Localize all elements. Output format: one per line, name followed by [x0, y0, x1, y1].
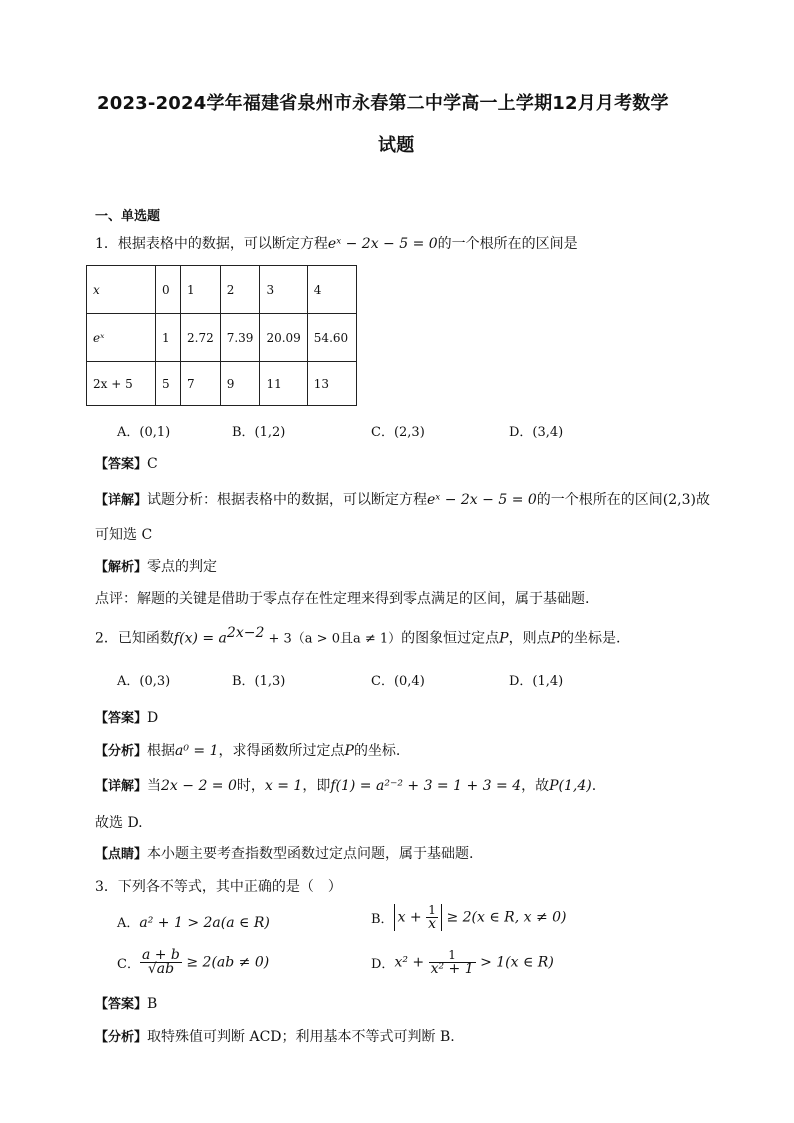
q3-option-c-fraction — [140, 949, 182, 976]
q3-option-b — [371, 904, 567, 931]
answer-value: D — [147, 710, 159, 726]
q1-analysis — [95, 558, 217, 577]
q2-detail-e: . — [591, 778, 597, 794]
option-label: D． — [371, 957, 395, 972]
q3-analysis — [95, 1028, 455, 1047]
analysis-tag: 【分析】 — [95, 744, 148, 759]
q2-point-ref: P — [550, 630, 560, 647]
document-title-line2: 试题 — [378, 135, 415, 156]
q1-comment: 点评：解题的关键是借助于零点存在性定理来得到零点满足的区间，属于基础题. — [95, 591, 590, 607]
table-row — [87, 362, 357, 406]
q1-detail — [95, 491, 710, 510]
q2-analysis-math: a⁰ = 1 — [175, 743, 219, 759]
q2-detail-b: 时， — [236, 778, 265, 794]
q3-analysis-text: 取特殊值可判断 ACD；利用基本不等式可判断 B. — [147, 1029, 455, 1045]
table-cell: 3 — [260, 266, 307, 314]
q3-option-a — [117, 912, 270, 931]
q1-analysis-text: 零点的判定 — [147, 559, 218, 575]
table-cell: 1 — [181, 266, 221, 314]
fraction-denominator: x — [428, 916, 436, 932]
q3-option-d-post: > 1(x ∈ R) — [475, 954, 554, 971]
table-cell: 54.60 — [307, 314, 356, 362]
table-cell: 2 — [220, 266, 260, 314]
answer-tag: 【答案】 — [95, 997, 148, 1012]
q2-point: P — [499, 630, 509, 647]
q3-option-d-pre: x² + — [394, 954, 429, 971]
fraction-denominator: √ab — [147, 961, 175, 977]
table-cell: 13 — [307, 362, 356, 406]
table-cell: 20.09 — [260, 314, 307, 362]
q3-option-b-post: ≥ 2(x ∈ R, x ≠ 0) — [442, 909, 567, 926]
q3-option-a-expr: a² + 1 > 2a(a ∈ R) — [139, 915, 270, 931]
q2-detail-m4: P(1,4) — [549, 778, 592, 794]
answer-tag: 【答案】 — [95, 457, 148, 472]
q2-analysis-a: 根据 — [147, 743, 176, 759]
table-cell: 2x + 5 — [87, 362, 156, 406]
q2-conclusion: 故选 D. — [95, 815, 143, 831]
q2-function-tail: + 3 — [264, 631, 292, 647]
table-cell: 0 — [156, 266, 181, 314]
option-label: C． — [117, 957, 140, 972]
option-label: A． — [117, 916, 140, 931]
q1-detail-text-b: 的一个根所在的区间 — [536, 492, 663, 508]
q2-comment — [95, 845, 473, 864]
q2-detail-c: ，即 — [302, 778, 331, 794]
answer-value: C — [147, 456, 158, 472]
answer-tag: 【答案】 — [95, 711, 148, 726]
q2-analysis-c: 的坐标. — [353, 743, 401, 759]
q1-stem-suffix: 的一个根所在的区间是 — [437, 236, 578, 252]
q2-condition: （a > 0且a ≠ 1） — [291, 631, 402, 647]
q1-option-a: A．(0,1) — [117, 425, 171, 440]
table-cell: 11 — [260, 362, 307, 406]
detail-tag: 【详解】 — [95, 779, 148, 794]
fraction-numerator: a + b — [141, 947, 180, 963]
table-cell: eˣ — [87, 314, 156, 362]
q2-option-a: A．(0,3) — [117, 674, 171, 689]
q1-data-table — [86, 265, 357, 406]
fraction-numerator: 1 — [429, 949, 476, 963]
analysis-tag: 【分析】 — [95, 1030, 148, 1045]
document-title-line1: 2023-2024学年福建省泉州市永春第二中学高一上学期12月月考数学 — [97, 93, 669, 114]
q1-detail-text-c: 故 — [695, 492, 710, 508]
table-row — [87, 314, 357, 362]
q2-stem-d: 的坐标是. — [560, 630, 621, 647]
q3-option-c — [117, 949, 269, 976]
q2-detail-m1: 2x − 2 = 0 — [161, 778, 237, 794]
q2-function: f(x) = a — [173, 630, 227, 647]
q2-detail-m2: x = 1 — [264, 778, 303, 794]
fraction-numerator: 1 — [426, 904, 438, 918]
q1-detail-interval: (2,3) — [662, 492, 696, 508]
q3-option-d — [371, 949, 554, 976]
table-cell: 9 — [220, 362, 260, 406]
comment-tag: 【点睛】 — [95, 847, 148, 862]
q1-option-d: D．(3,4) — [509, 425, 564, 440]
q3-answer — [95, 995, 157, 1014]
q2-function-exponent: 2x−2 — [226, 625, 265, 641]
q2-stem-a: 2．已知函数 — [95, 630, 174, 647]
table-cell: 7 — [181, 362, 221, 406]
section-heading: 一、单选题 — [95, 209, 161, 224]
q2-option-c: C．(0,4) — [371, 674, 425, 689]
table-cell: x — [87, 266, 156, 314]
q1-option-b: B．(1,2) — [232, 425, 286, 440]
q1-stem — [95, 235, 578, 253]
option-label: B． — [371, 912, 394, 927]
q2-detail-d: ，故 — [521, 778, 550, 794]
q2-option-b: B．(1,3) — [232, 674, 286, 689]
q1-answer — [95, 455, 158, 474]
q3-option-c-post: ≥ 2(ab ≠ 0) — [181, 954, 270, 971]
q2-stem-b: 的图象恒过定点 — [401, 630, 500, 647]
q2-stem-c: ，则点 — [508, 630, 551, 647]
table-cell: 1 — [156, 314, 181, 362]
q2-answer — [95, 709, 158, 728]
table-cell: 5 — [156, 362, 181, 406]
q3-option-b-pre: x + — [397, 909, 427, 926]
table-cell: 4 — [307, 266, 356, 314]
q2-analysis — [95, 742, 400, 761]
q1-option-c: C．(2,3) — [371, 425, 425, 440]
q2-analysis-point: P — [344, 743, 354, 759]
table-row — [87, 266, 357, 314]
q3-stem: 3．下列各不等式，其中正确的是（ ） — [95, 879, 342, 895]
q1-equation: eˣ − 2x − 5 = 0 — [327, 236, 438, 252]
q2-detail — [95, 777, 596, 796]
q1-stem-prefix: 1．根据表格中的数据，可以断定方程 — [95, 236, 328, 252]
detail-tag: 【详解】 — [95, 493, 148, 508]
q2-option-d: D．(1,4) — [509, 674, 564, 689]
q3-option-d-fraction — [429, 949, 476, 976]
fraction-denominator: x² + 1 — [430, 961, 474, 977]
analysis-tag: 【解析】 — [95, 560, 148, 575]
q1-detail-line2: 可知选 C — [95, 527, 153, 543]
answer-value: B — [147, 996, 158, 1012]
q2-stem — [95, 624, 620, 649]
q3-option-b-abs — [394, 904, 442, 931]
q3-option-b-fraction — [426, 904, 438, 931]
table-cell: 7.39 — [220, 314, 260, 362]
q1-detail-text-a: 试题分析：根据表格中的数据，可以断定方程 — [147, 492, 428, 508]
q2-detail-a: 当 — [147, 778, 162, 794]
table-cell: 2.72 — [181, 314, 221, 362]
q2-detail-m3: f(1) = a²⁻² + 3 = 1 + 3 = 4 — [330, 778, 522, 794]
q2-comment-text: 本小题主要考查指数型函数过定点问题，属于基础题. — [147, 846, 474, 862]
q1-detail-equation: eˣ − 2x − 5 = 0 — [427, 492, 537, 508]
q2-analysis-b: ，求得函数所过定点 — [218, 743, 345, 759]
